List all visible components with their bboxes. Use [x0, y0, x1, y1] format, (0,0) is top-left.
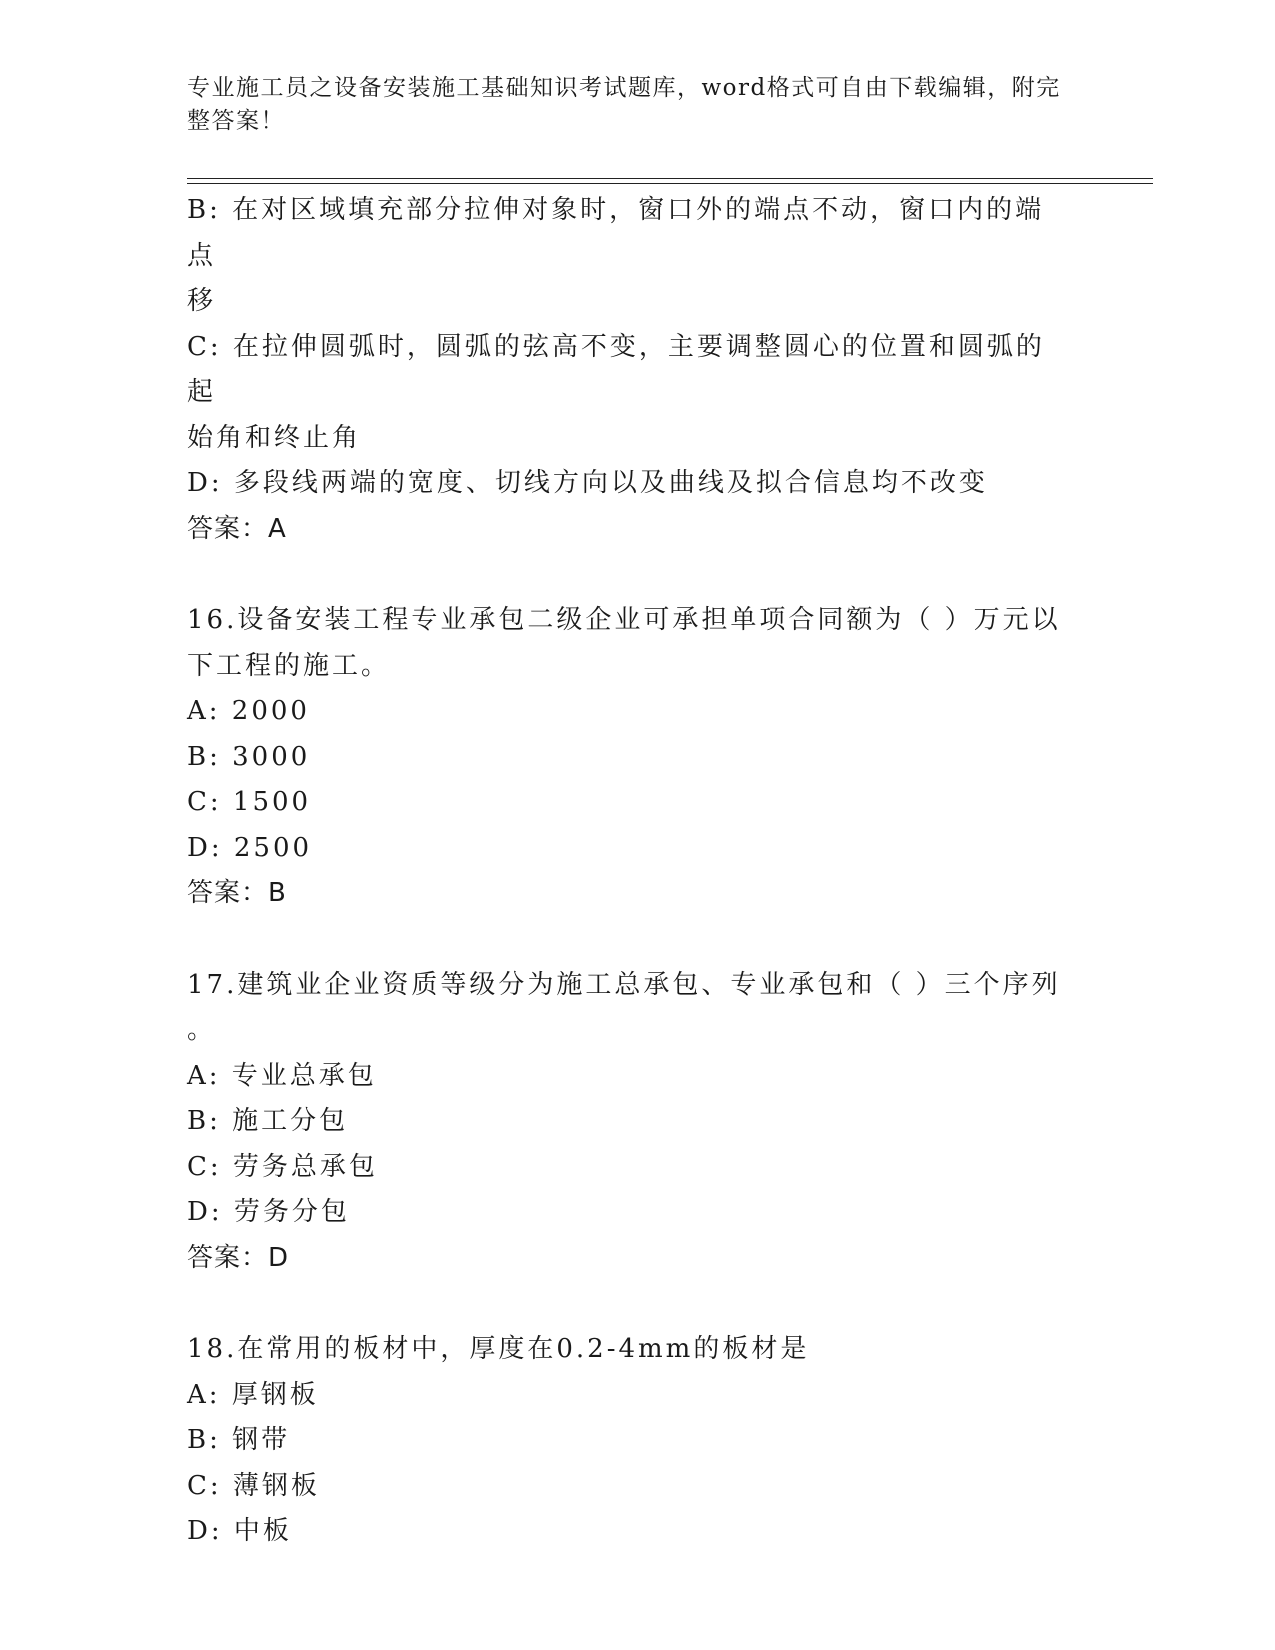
header-line-1: 专业施工员之设备安装施工基础知识考试题库，word格式可自由下载编辑，附完 — [187, 75, 1061, 101]
question-17 — [187, 963, 1067, 1282]
option-line: 移 — [187, 286, 217, 316]
previous-question — [187, 188, 1067, 552]
header-line-2: 整答案！ — [187, 108, 285, 134]
option-b: B: 钢带 — [187, 1425, 291, 1455]
option-c: C: 薄钢板 — [187, 1470, 320, 1501]
question-content — [187, 188, 1067, 1555]
option-line: C: 在拉伸圆弧时，圆弧的弦高不变，主要调整圆心的位置和圆弧的起 — [187, 331, 1045, 407]
option-b: B: 施工分包 — [187, 1106, 349, 1136]
question-stem: 18.在常用的板材中，厚度在0.2-4mm的板材是 — [187, 1334, 810, 1364]
header-divider-top — [187, 178, 1153, 179]
question-18 — [187, 1327, 1067, 1555]
option-d: D: 2500 — [187, 832, 313, 863]
option-c: C: 1500 — [187, 787, 312, 817]
option-b: B: 3000 — [187, 741, 311, 772]
question-spacer — [187, 552, 1067, 598]
question-stem: 。 — [187, 1015, 217, 1045]
option-line: D: 多段线两端的宽度、切线方向以及曲线及拟合信息均不改变 — [187, 468, 988, 498]
option-line: 始角和终止角 — [187, 422, 362, 453]
option-line: B: 在对区域填充部分拉伸对象时，窗口外的端点不动，窗口内的端点 — [187, 195, 1045, 271]
question-stem: 下工程的施工。 — [187, 650, 391, 681]
document-header — [187, 72, 1067, 138]
question-stem: 17.建筑业企业资质等级分为施工总承包、专业承包和（ ）三个序列 — [187, 969, 1061, 1000]
option-d: D: 中板 — [187, 1516, 292, 1546]
answer-text: 答案：A — [187, 513, 287, 544]
question-spacer — [187, 1281, 1067, 1327]
option-c: C: 劳务总承包 — [187, 1151, 378, 1182]
option-a: A: 专业总承包 — [187, 1060, 377, 1091]
option-a: A: 2000 — [187, 696, 310, 726]
question-stem: 16.设备安装工程专业承包二级企业可承担单项合同额为（ ）万元以 — [187, 605, 1061, 635]
answer-text: 答案：B — [187, 878, 287, 908]
option-d: D: 劳务分包 — [187, 1197, 350, 1227]
answer-text: 答案：D — [187, 1242, 290, 1273]
question-16 — [187, 598, 1067, 917]
option-a: A: 厚钢板 — [187, 1379, 319, 1410]
question-spacer — [187, 917, 1067, 963]
header-divider-bottom — [187, 183, 1153, 184]
